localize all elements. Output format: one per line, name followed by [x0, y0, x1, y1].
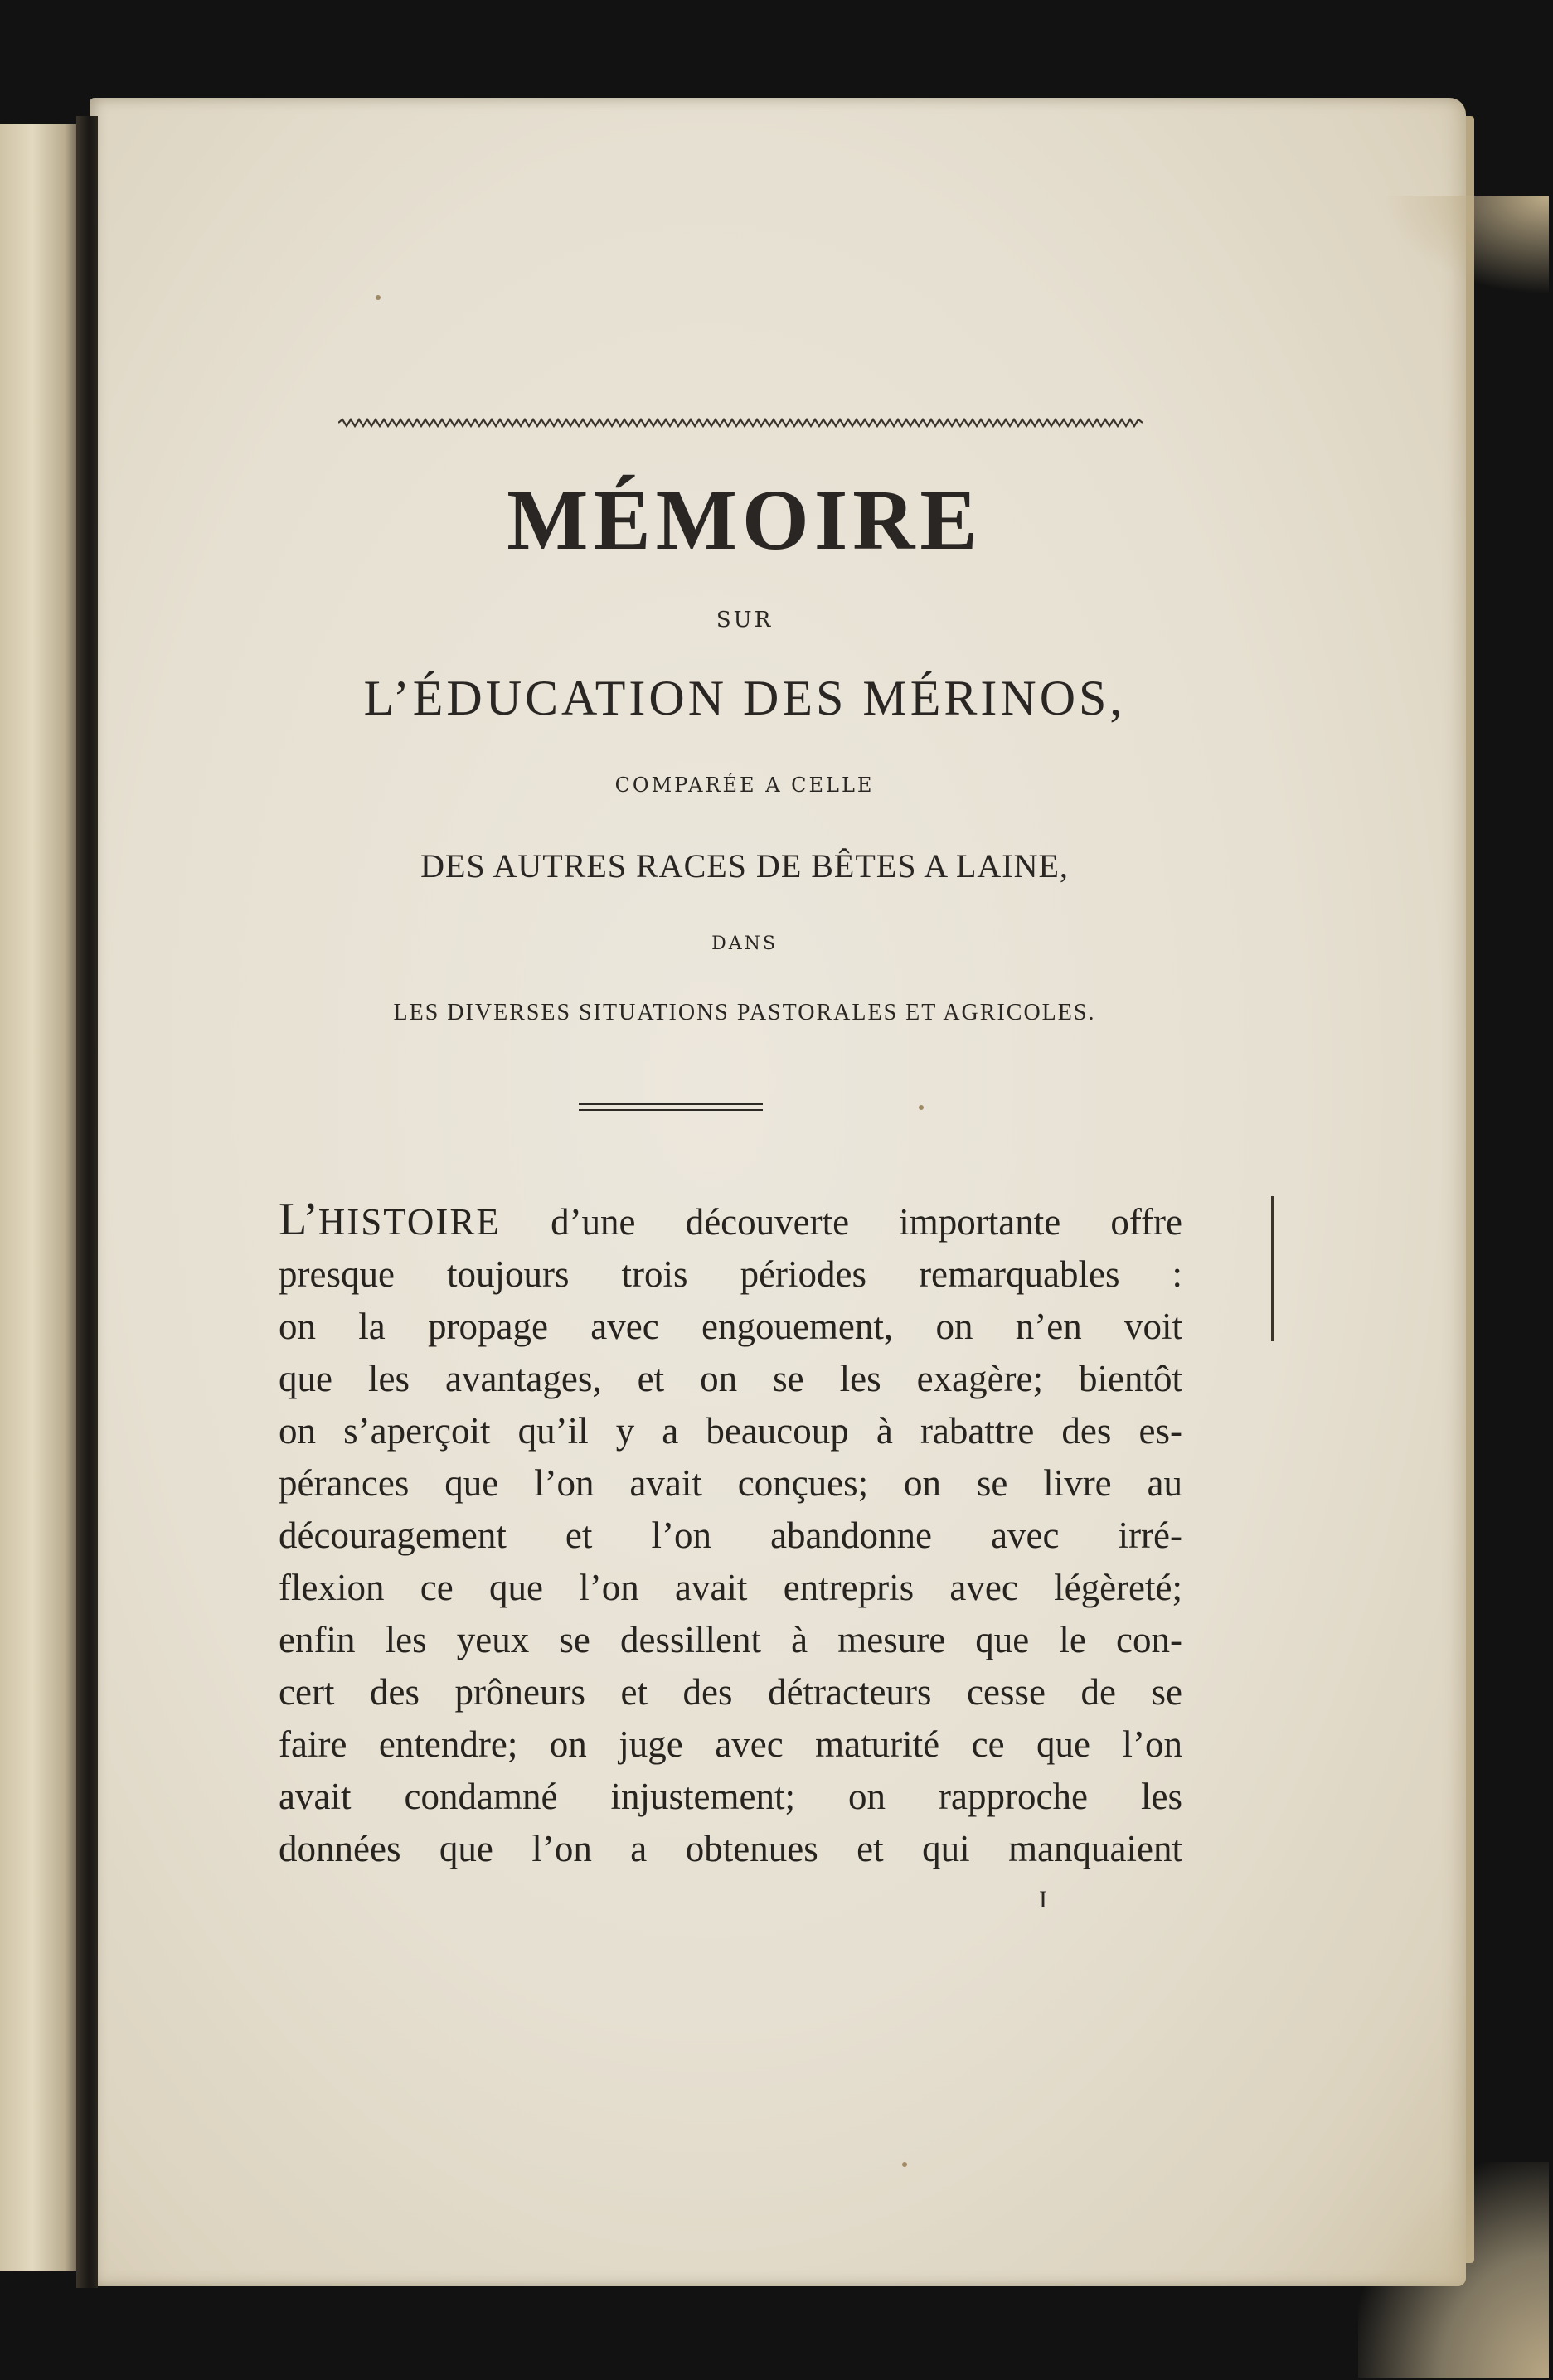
paper-speck — [902, 2162, 907, 2167]
body-line: presque toujours trois périodes remarquables : — [279, 1253, 1182, 1295]
body-line: découragement et l’on abandonne avec irré- — [279, 1515, 1182, 1556]
margin-pencil-mark — [1271, 1196, 1274, 1341]
title-connector-sur: SUR — [716, 608, 774, 633]
book-gutter — [76, 116, 98, 2288]
body-line-text: d’une découverte importante offre — [500, 1201, 1182, 1243]
body-line: avait condamné injustement; on rapproche les — [279, 1776, 1182, 1817]
previous-page-edge — [0, 124, 81, 2271]
subtitle-connector-comparee: COMPARÉE A CELLE — [614, 773, 875, 797]
drop-capital: L’ — [279, 1194, 318, 1245]
book-page — [90, 98, 1466, 2286]
body-line: pérances que l’on avait conçues; on se livre au — [279, 1462, 1182, 1504]
page-wear-top-corner — [1383, 196, 1549, 295]
body-line: cert des prôneurs et des détracteurs cesse de se — [279, 1671, 1182, 1713]
page-subtitle: L’ÉDUCATION DES MÉRINOS, — [363, 671, 1126, 725]
double-rule-divider — [579, 1103, 763, 1114]
body-line: flexion ce que l’on avait entrepris avec légèreté; — [279, 1567, 1182, 1608]
signature-mark: I — [1039, 1886, 1047, 1913]
ornamental-rule — [338, 417, 1143, 429]
subtitle-situations-line: LES DIVERSES SITUATIONS PASTORALES ET AGRICOLES. — [393, 1000, 1096, 1025]
show-through-text — [927, 463, 1209, 1175]
body-paragraph — [279, 1194, 1182, 1875]
small-caps-word: HISTOIRE — [318, 1201, 501, 1243]
page-wear-bottom-corner — [1358, 2162, 1549, 2378]
body-line: on la propage avec engouement, on n’en voit — [279, 1306, 1182, 1347]
body-line: données que l’on a obtenues et qui manquaient — [279, 1828, 1182, 1869]
body-line — [279, 1194, 1182, 1248]
body-line: enfin les yeux se dessillent à mesure que le con- — [279, 1619, 1182, 1660]
page-title: MÉMOIRE — [507, 473, 983, 568]
paper-speck — [376, 295, 381, 300]
body-line: faire entendre; on juge avec maturité ce que l’on — [279, 1723, 1182, 1765]
subtitle-races-line: DES AUTRES RACES DE BÊTES A LAINE, — [420, 847, 1069, 885]
body-line: on s’aperçoit qu’il y a beaucoup à rabattre des es- — [279, 1410, 1182, 1452]
body-line: que les avantages, et on se les exagère; bientôt — [279, 1358, 1182, 1399]
paper-speck — [919, 1105, 924, 1110]
subtitle-connector-dans: DANS — [711, 933, 778, 954]
